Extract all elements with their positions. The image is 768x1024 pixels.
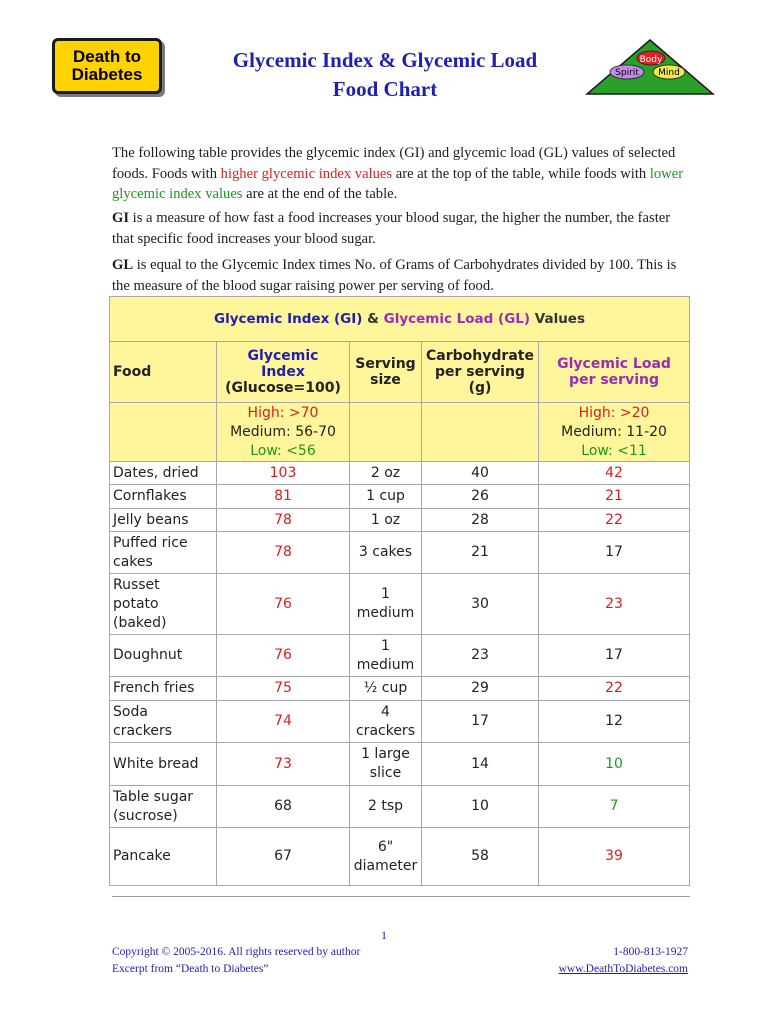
table-row — [110, 635, 690, 677]
carbohydrate-cell: 14 — [422, 743, 539, 786]
food-name-cell-line: Pancake — [113, 848, 171, 864]
caption-amp: & — [362, 311, 384, 327]
serving-size-cell-line: medium — [356, 605, 415, 621]
serving-size-cell-line: 1 — [381, 586, 390, 602]
serving-size-cell-line: 1 large — [361, 746, 410, 762]
gi-value-cell: 67 — [217, 828, 350, 886]
carbohydrate-cell: 17 — [422, 701, 539, 743]
food-name-cell-line: Table sugar — [113, 788, 194, 805]
header-serving-line2: size — [370, 372, 401, 388]
header-carbohydrate — [422, 342, 539, 403]
carbohydrate-cell: 23 — [422, 635, 539, 677]
serving-size-cell — [350, 485, 422, 509]
serving-size-cell-line: 4 — [381, 703, 390, 720]
serving-size-cell-line: 6" — [377, 838, 394, 855]
header-carb-line2: per serving — [435, 364, 525, 380]
table-row — [110, 786, 690, 828]
gi-value-cell: 73 — [217, 743, 350, 786]
serving-size-cell-line: 3 cakes — [358, 544, 413, 560]
table-caption — [110, 297, 690, 342]
gi-term: GI — [112, 210, 130, 226]
header-gl-line1: Glycemic Load — [557, 356, 671, 372]
serving-size-cell — [350, 786, 422, 828]
body-spirit-mind-triangle-icon — [585, 38, 715, 96]
gl-value-cell: 12 — [539, 701, 690, 743]
gi-value-cell: 78 — [217, 532, 350, 574]
serving-size-cell — [350, 828, 422, 886]
food-name-cell-line: crackers — [113, 722, 173, 739]
carbohydrate-cell: 40 — [422, 462, 539, 485]
gi-value-cell: 74 — [217, 701, 350, 743]
intro-paragraph — [112, 143, 692, 205]
table-row — [110, 701, 690, 743]
intro-text-c: are at the end of the table. — [242, 186, 398, 202]
header-gl-line2: per serving — [569, 372, 659, 388]
header-glycemic-index — [217, 342, 350, 403]
carbohydrate-cell: 21 — [422, 532, 539, 574]
gl-definition-text: is equal to the Glycemic Index times No. of Grams of Carbohydrates divided by 100. This is the measure of the blood sugar raising power per serving of food. — [112, 257, 677, 294]
gl-value-cell: 17 — [539, 532, 690, 574]
food-name-cell — [110, 743, 217, 786]
food-name-cell — [110, 677, 217, 701]
food-name-cell-line: Cornflakes — [113, 488, 187, 504]
gi-definition-paragraph — [112, 208, 692, 249]
serving-size-cell-line: diameter — [353, 857, 418, 874]
caption-gi: Glycemic Index (GI) — [214, 311, 363, 327]
gi-value-cell: 81 — [217, 485, 350, 509]
excerpt-text: Excerpt from “Death to Diabetes” — [112, 963, 269, 975]
food-name-cell — [110, 786, 217, 828]
gl-value-cell: 23 — [539, 574, 690, 635]
food-name-cell-line: potato — [113, 595, 159, 612]
carbohydrate-cell: 30 — [422, 574, 539, 635]
food-name-cell-line: Dates, dried — [113, 464, 199, 481]
gl-term: GL — [112, 257, 134, 273]
intro-lower-gi-text: lower glycemic index values — [112, 165, 684, 202]
carbohydrate-cell: 10 — [422, 786, 539, 828]
caption-gl: Glycemic Load (GL) — [383, 311, 531, 327]
triangle-spirit-label: Spirit — [615, 68, 639, 78]
carbohydrate-cell: 26 — [422, 485, 539, 509]
gi-value-cell: 103 — [217, 462, 350, 485]
header-serving-size — [350, 342, 422, 403]
serving-size-cell-line: 1 cup — [366, 488, 405, 504]
legend-gl-medium: Medium: 11-20 — [561, 423, 667, 440]
serving-size-cell — [350, 635, 422, 677]
gi-value-cell: 78 — [217, 509, 350, 532]
serving-size-cell-line: 1 — [381, 637, 390, 654]
glycemic-table — [109, 296, 690, 886]
table-caption-row — [110, 297, 690, 342]
table-row — [110, 462, 690, 485]
header-carb-line3: (g) — [468, 380, 492, 396]
carbohydrate-cell: 58 — [422, 828, 539, 886]
food-name-cell-line: Doughnut — [113, 647, 183, 663]
food-name-cell — [110, 532, 217, 574]
header-glycemic-load — [539, 342, 690, 403]
legend-gi-high: High: >70 — [247, 404, 319, 421]
triangle-mind-label: Mind — [658, 68, 680, 78]
serving-size-cell — [350, 743, 422, 786]
copyright-text: Copyright © 2005-2016. All rights reserved by author — [112, 946, 361, 958]
table-row — [110, 743, 690, 786]
table-header-row — [110, 342, 690, 403]
header-gi-line2: Index — [261, 364, 305, 380]
serving-size-cell — [350, 677, 422, 701]
table-row — [110, 828, 690, 886]
food-name-cell-line: Russet — [113, 576, 160, 593]
caption-values: Values — [530, 311, 585, 327]
header-carb-line1: Carbohydrate — [426, 348, 534, 364]
gi-value-cell: 75 — [217, 677, 350, 701]
legend-serving-empty — [350, 403, 422, 462]
food-name-cell — [110, 509, 217, 532]
gl-value-cell: 42 — [539, 462, 690, 485]
intro-text-b: are at the top of the table, while foods with — [392, 165, 650, 182]
food-name-cell — [110, 701, 217, 743]
food-name-cell-line: cakes — [113, 553, 153, 570]
legend-gl-low: Low: <11 — [581, 442, 647, 459]
page-title-line2: Food Chart — [332, 77, 438, 101]
gl-value-cell: 17 — [539, 635, 690, 677]
serving-size-cell — [350, 462, 422, 485]
page-title-line1: Glycemic Index & Glycemic Load — [232, 48, 538, 72]
serving-size-cell-line: 1 oz — [370, 511, 401, 528]
legend-gi-medium: Medium: 56-70 — [230, 423, 336, 440]
page-number: 1 — [381, 928, 387, 942]
serving-size-cell — [350, 574, 422, 635]
logo-line1: Death to — [73, 47, 141, 66]
legend-gl-high: High: >20 — [578, 404, 650, 421]
legend-gi-low: Low: <56 — [250, 442, 316, 459]
table-row — [110, 532, 690, 574]
website-link[interactable]: www.DeathToDiabetes.com — [558, 963, 688, 975]
header-serving-line1: Serving — [355, 356, 416, 372]
serving-size-cell — [350, 701, 422, 743]
food-name-cell — [110, 574, 217, 635]
header-gi-line3: (Glucose=100) — [225, 380, 341, 396]
serving-size-cell-line: crackers — [355, 722, 415, 739]
table-row — [110, 574, 690, 635]
intro-text-a: The following table provides the glycemic index (GI) and glycemic load (GL) values of selected foods. Foods with — [112, 145, 676, 182]
table-row — [110, 485, 690, 509]
serving-size-cell — [350, 509, 422, 532]
food-name-cell — [110, 485, 217, 509]
food-rows — [110, 462, 690, 886]
food-name-cell — [110, 828, 217, 886]
logo-line2: Diabetes — [71, 65, 143, 84]
gl-value-cell: 21 — [539, 485, 690, 509]
carbohydrate-cell: 29 — [422, 677, 539, 701]
food-name-cell-line: Puffed rice — [113, 534, 188, 551]
phone-number: 1-800-813-1927 — [613, 946, 688, 958]
legend-food-empty — [110, 403, 217, 462]
serving-size-cell-line: 2 tsp — [367, 798, 404, 814]
footer-divider — [112, 896, 690, 897]
header-gi-line1: Glycemic — [247, 348, 319, 364]
food-name-cell — [110, 635, 217, 677]
food-name-cell-line: French fries — [113, 680, 195, 696]
legend-gl — [539, 403, 690, 462]
carbohydrate-cell: 28 — [422, 509, 539, 532]
food-name-cell-line: White bread — [113, 755, 199, 772]
serving-size-cell-line: slice — [369, 765, 402, 781]
triangle-body-label: Body — [639, 55, 663, 65]
gl-value-cell: 10 — [539, 743, 690, 786]
gl-value-cell: 22 — [539, 677, 690, 701]
serving-size-cell-line: 2 oz — [370, 464, 401, 481]
gl-value-cell: 7 — [539, 786, 690, 828]
table-legend-row — [110, 403, 690, 462]
gi-value-cell: 76 — [217, 574, 350, 635]
intro-higher-gi-text: higher glycemic index values — [220, 165, 393, 182]
food-name-cell-line: Jelly beans — [113, 511, 189, 528]
gl-value-cell: 39 — [539, 828, 690, 886]
serving-size-cell-line: ½ cup — [363, 680, 408, 696]
gl-definition-paragraph — [112, 255, 692, 296]
table-row — [110, 509, 690, 532]
serving-size-cell-line: medium — [356, 656, 415, 673]
serving-size-cell — [350, 532, 422, 574]
death-to-diabetes-logo — [52, 38, 162, 94]
food-name-cell-line: (sucrose) — [113, 807, 178, 824]
table-row — [110, 677, 690, 701]
header-food: Food — [110, 342, 217, 403]
gl-value-cell: 22 — [539, 509, 690, 532]
gi-definition-text: is a measure of how fast a food increases your blood sugar, the higher the number, the faster that specific food increases your blood sugar. — [112, 210, 671, 247]
legend-carb-empty — [422, 403, 539, 462]
gi-value-cell: 68 — [217, 786, 350, 828]
food-name-cell-line: Soda — [113, 703, 148, 720]
food-name-cell-line: (baked) — [113, 614, 167, 631]
gi-value-cell: 76 — [217, 635, 350, 677]
food-name-cell — [110, 462, 217, 485]
legend-gi — [217, 403, 350, 462]
